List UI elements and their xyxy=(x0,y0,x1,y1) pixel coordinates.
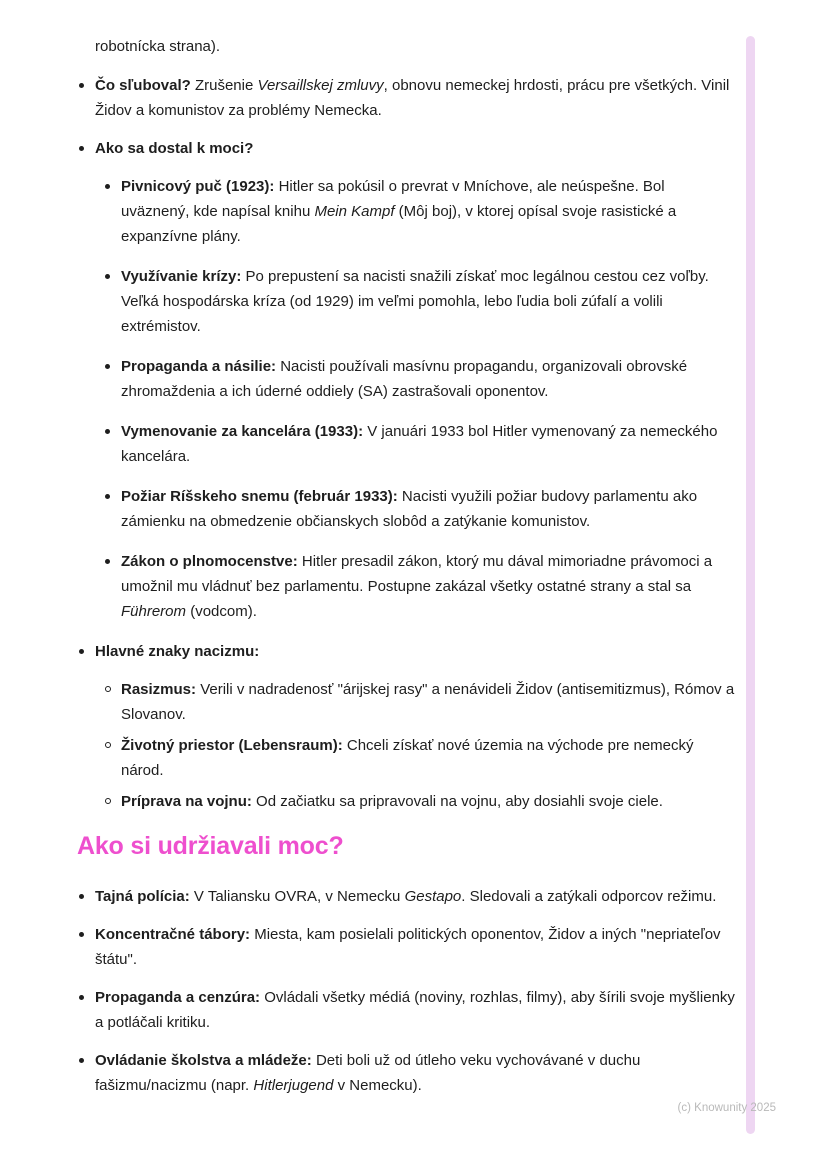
text-run: Nacisti používali masívnu propagandu, organizovali obrovské zhromaždenia a ich úderné oddiely (SA) zastrašovali oponentov. xyxy=(121,358,688,400)
text-run: Ako sa dostal k moci? xyxy=(95,140,254,157)
text-run: Nacisti využili požiar budovy parlamentu ako zámienku na obmedzenie občianskych slobôd a zatýkanie komunistov. xyxy=(121,488,698,530)
document-content xyxy=(77,34,737,1111)
text-run: Chceli získať nové územia na východe pre nemecký národ. xyxy=(121,737,694,779)
text-run: Ako si udržiavali moc? xyxy=(77,832,344,860)
text-run: Od začiatku sa pripravovali na vojnu, aby dosiahli svoje ciele. xyxy=(251,793,663,810)
circle-bullet-icon xyxy=(105,686,111,692)
text-run: Ovládanie školstva a mládeže: xyxy=(95,1052,312,1069)
text-run: Po prepustení sa nacisti snažili získať moc legálnou cestou cez voľby. Veľká hospodárska kríza (od 1929) im veľmi pomohla, lebo ľudia boli zúfalí a volili extrémistov. xyxy=(121,268,709,335)
list-item xyxy=(77,639,737,664)
circle-bullet-icon xyxy=(105,742,111,748)
list-item xyxy=(103,419,737,469)
list-item xyxy=(103,733,737,783)
text-run: Tajná polícia: xyxy=(95,888,190,905)
list-item xyxy=(103,789,737,814)
bullet-icon xyxy=(105,274,110,279)
text-run: (vodcom). xyxy=(186,603,257,620)
text-run: (Môj boj), v ktorej opísal svoje rasistické a expanzívne plány. xyxy=(121,203,677,245)
text-run: Führerom xyxy=(121,603,187,620)
paragraph xyxy=(77,34,737,59)
circle-bullet-icon xyxy=(105,798,111,804)
text-run: Príprava na vojnu: xyxy=(121,793,252,810)
list-item xyxy=(103,549,737,624)
text-run: Versaillskej zmluvy xyxy=(257,77,384,94)
list-item xyxy=(103,354,737,404)
copyright-credit: (c) Knowunity 2025 xyxy=(677,1102,776,1114)
list-item-text xyxy=(121,423,717,465)
list-item xyxy=(103,484,737,534)
text-run: Ovládali všetky médiá (noviny, rozhlas, filmy), aby šírili svoje myšlienky a potláčali kritiku. xyxy=(95,989,735,1031)
text-run: . Sledovali a zatýkali odporcov režimu. xyxy=(461,888,717,905)
text-run: Požiar Ríšskeho snemu (február 1933): xyxy=(121,488,398,505)
bullet-icon xyxy=(105,429,110,434)
list-item xyxy=(103,677,737,727)
scrollbar-track[interactable] xyxy=(746,36,755,1134)
list-item-text xyxy=(121,553,712,620)
text-run: Gestapo xyxy=(404,888,462,905)
list-item-text xyxy=(121,737,694,779)
list-item xyxy=(77,1048,737,1098)
text-run: Koncentračné tábory: xyxy=(95,926,251,943)
text-run: Deti boli už od útleho veku vychovávané v duchu fašizmu/nacizmu (napr. xyxy=(95,1052,641,1094)
text-run: Využívanie krízy: xyxy=(121,268,242,285)
list-item-text xyxy=(95,888,716,905)
list-item-text xyxy=(95,77,729,119)
list-item-text xyxy=(95,1052,640,1094)
list-item-text xyxy=(121,358,687,400)
bullet-icon xyxy=(79,146,84,151)
text-run: Hlavné znaky nacizmu: xyxy=(95,643,260,660)
bullet-icon xyxy=(105,184,110,189)
text-run: Miesta, kam posielali politických oponentov, Židov a iných "nepriateľov štátu". xyxy=(95,926,721,968)
list-item-text xyxy=(121,268,709,335)
bullet-icon xyxy=(79,894,84,899)
text-run: Propaganda a cenzúra: xyxy=(95,989,261,1006)
text-run: Hitlerjugend xyxy=(253,1077,334,1094)
text-run: v Nemecku). xyxy=(333,1077,422,1094)
list-item xyxy=(103,174,737,249)
list-item-text xyxy=(95,140,253,157)
list-item xyxy=(77,73,737,123)
text-run: V Taliansku OVRA, v Nemecku xyxy=(189,888,405,905)
text-run: Čo sľuboval? xyxy=(95,77,191,94)
text-run: Pivnicový puč (1923): xyxy=(121,178,275,195)
list-item xyxy=(77,922,737,972)
bullet-icon xyxy=(79,932,84,937)
bullet-icon xyxy=(79,649,84,654)
text-run: Zákon o plnomocenstve: xyxy=(121,553,298,570)
list-item-text xyxy=(121,178,676,245)
list-item-text xyxy=(95,989,735,1031)
bullet-icon xyxy=(105,559,110,564)
list-item-text xyxy=(121,681,734,723)
text-run: Mein Kampf xyxy=(314,203,395,220)
list-item xyxy=(77,985,737,1035)
text-run: Verili v nadradenosť "árijskej rasy" a nenávideli Židov (antisemitizmus), Rómov a Slovanov. xyxy=(121,681,735,723)
list-item xyxy=(103,264,737,339)
text-run: V januári 1933 bol Hitler vymenovaný za nemeckého kancelára. xyxy=(121,423,718,465)
bullet-icon xyxy=(105,364,110,369)
bullet-icon xyxy=(79,1058,84,1063)
bullet-icon xyxy=(79,83,84,88)
bullet-icon xyxy=(79,995,84,1000)
text-run: Hitler presadil zákon, ktorý mu dával mimoriadne právomoci a umožnil mu vládnuť bez parlamentu. Postupne zakázal všetky ostatné strany a stal sa xyxy=(121,553,713,595)
text-run: Hitler sa pokúsil o prevrat v Mníchove, ale neúspešne. Bol uväznený, kde napísal knihu xyxy=(121,178,665,220)
list-item-text xyxy=(95,643,259,660)
list-item-text xyxy=(121,488,697,530)
list-item xyxy=(77,136,737,161)
bullet-icon xyxy=(105,494,110,499)
list-item xyxy=(77,884,737,909)
list-item-text xyxy=(121,793,663,810)
list-item-text xyxy=(95,926,721,968)
text-run: Propaganda a násilie: xyxy=(121,358,277,375)
text-run: Životný priestor (Lebensraum): xyxy=(121,737,343,754)
text-run: , obnovu nemeckej hrdosti, prácu pre všetkých. Vinil Židov a komunistov za problémy Nemecka. xyxy=(95,77,730,119)
list-item-text xyxy=(95,38,220,55)
section-heading xyxy=(77,830,737,862)
text-run: robotnícka strana). xyxy=(95,38,221,55)
text-run: Zrušenie xyxy=(190,77,258,94)
text-run: Vymenovanie za kancelára (1933): xyxy=(121,423,364,440)
text-run: Rasizmus: xyxy=(121,681,197,698)
